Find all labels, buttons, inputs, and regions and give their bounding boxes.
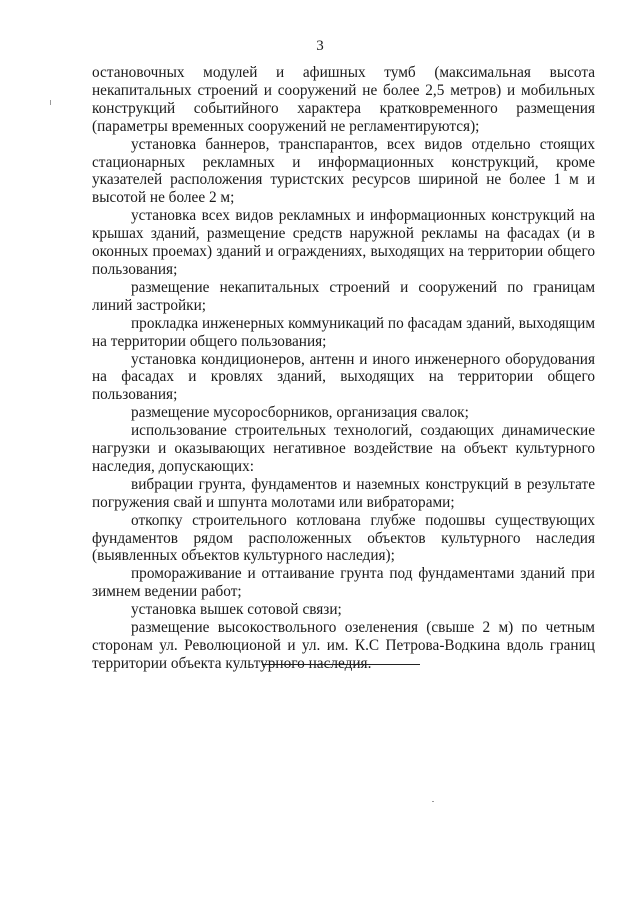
paragraph-6: установка кондиционеров, антенн и иного инженерного оборудования на фасадах и кровлях зданий, выходящих на территории общего пользования; (92, 350, 595, 404)
end-separator-line (262, 664, 420, 665)
paragraph-3: установка всех видов рекламных и информационных конструкций на крышах зданий, размещение средств наружной рекламы на фасадах (и в оконных проемах) зданий и ограждениях, выходящих на территории общего пользования; (92, 207, 595, 278)
scan-speck (50, 100, 51, 105)
paragraph-7: размещение мусоросборников, организация свалок; (131, 404, 469, 422)
paragraph-11: промораживание и оттаивание грунта под фундаментами зданий при зимнем ведении работ; (92, 565, 595, 601)
paragraph-10: откопку строительного котлована глубже подошвы существующих фундаментов рядом расположенных объектов культурного наследия (выявленных объектов культурного наследия); (92, 511, 595, 565)
paragraph-1: остановочных модулей и афишных тумб (максимальная высота некапитальных строений и сооружений не более 2,5 метров) и мобильных конструкций событийного характера кратковременного размещения (параметры временных сооружений не регламентируются); (92, 64, 595, 135)
scan-speck (432, 801, 434, 802)
paragraph-5: прокладка инженерных коммуникаций по фасадам зданий, выходящим на территории общего пользования; (92, 314, 595, 350)
document-body (92, 64, 595, 673)
paragraph-8: использование строительных технологий, создающих динамические нагрузки и оказывающих негативное воздействие на объект культурного наследия, допускающих: (92, 422, 595, 475)
page-number: 3 (316, 38, 324, 54)
paragraph-2: установка баннеров, транспарантов, всех видов отдельно стоящих стационарных рекламных и информационных конструкций, кроме указателей расположения туристских ресурсов шириной не более 1 м и высотой не более 2 м; (92, 135, 595, 207)
paragraph-9: вибрации грунта, фундаментов и наземных конструкций в результате погружения свай и шпунта молотами или вибраторами; (92, 475, 595, 511)
paragraph-12: установка вышек сотовой связи; (131, 601, 342, 619)
paragraph-13: размещение высокоствольного озеленения (свыше 2 м) по четным сторонам ул. Революционой и ул. им. К.С Петрова-Водкина вдоль границ территории объекта культурного наследия. (92, 619, 595, 672)
paragraph-4: размещение некапитальных строений и сооружений по границам линий застройки; (92, 278, 595, 314)
